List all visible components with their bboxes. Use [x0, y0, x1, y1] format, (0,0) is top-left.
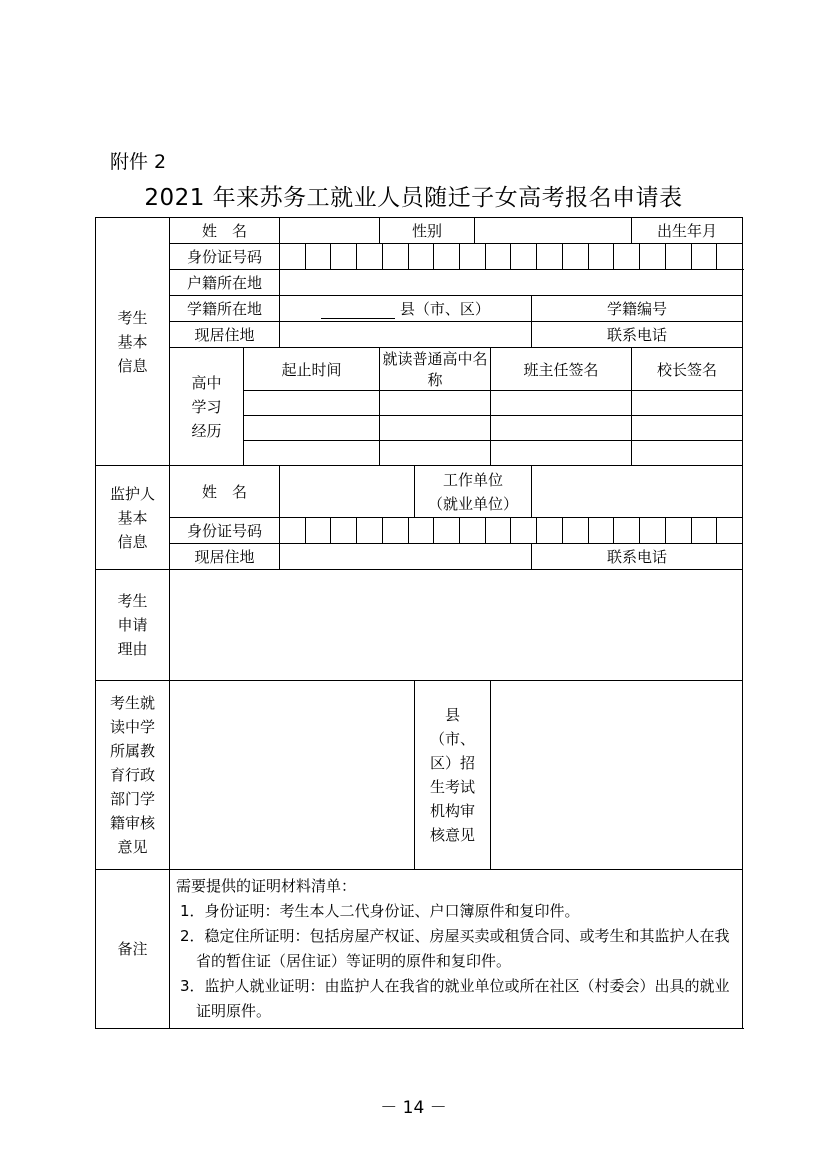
school-review-field[interactable] — [170, 681, 415, 870]
guardian-residence-label: 现居住地 — [170, 544, 280, 570]
history-cell[interactable] — [380, 441, 491, 466]
reason-field[interactable] — [170, 570, 743, 681]
history-cell[interactable] — [632, 441, 743, 466]
student-name-field[interactable] — [280, 218, 380, 244]
remarks-item: 1．身份证明：考生本人二代身份证、户口簿原件和复印件。 — [180, 902, 580, 920]
id-digit-box[interactable] — [382, 244, 408, 269]
id-digit-box[interactable] — [408, 244, 434, 269]
id-digit-box[interactable] — [356, 244, 382, 269]
county-blank[interactable] — [321, 302, 395, 319]
id-digit-box[interactable] — [280, 244, 305, 269]
exam-review-field[interactable] — [491, 681, 743, 870]
history-cell[interactable] — [632, 391, 743, 416]
id-digit-box[interactable] — [665, 244, 691, 269]
id-digit-box[interactable] — [613, 518, 639, 543]
id-digit-box[interactable] — [510, 244, 536, 269]
student-section-label: 考生 基本 信息 — [96, 218, 170, 466]
attachment-label: 附件 2 — [110, 151, 167, 173]
history-cell[interactable] — [491, 441, 632, 466]
student-phone-label: 联系电话 — [532, 322, 743, 348]
history-header-period: 起止时间 — [244, 348, 380, 391]
gender-field[interactable] — [475, 218, 632, 244]
school-reg-label: 学籍所在地 — [170, 296, 280, 322]
form-title: 2021 年来苏务工就业人员随迁子女高考报名申请表 — [144, 185, 683, 211]
page-number: － 14 － — [380, 1098, 447, 1118]
id-digit-box[interactable] — [588, 518, 614, 543]
guardian-section-label: 监护人 基本 信息 — [96, 466, 170, 570]
id-digit-box[interactable] — [356, 518, 382, 543]
guardian-name-field[interactable] — [280, 466, 415, 518]
id-digit-box[interactable] — [382, 518, 408, 543]
id-digit-box[interactable] — [536, 244, 562, 269]
history-cell[interactable] — [380, 416, 491, 441]
guardian-id-boxes[interactable] — [280, 518, 743, 544]
id-digit-box[interactable] — [716, 518, 742, 543]
history-header-teacher: 班主任签名 — [491, 348, 632, 391]
school-reg-no-label: 学籍编号 — [532, 296, 743, 322]
id-digit-box[interactable] — [459, 244, 485, 269]
student-name-label: 姓 名 — [170, 218, 280, 244]
id-digit-box[interactable] — [330, 518, 356, 543]
id-digit-box[interactable] — [639, 518, 665, 543]
history-cell[interactable] — [244, 416, 380, 441]
id-digit-box[interactable] — [408, 518, 434, 543]
history-cell[interactable] — [491, 416, 632, 441]
id-digit-box[interactable] — [665, 518, 691, 543]
guardian-residence-field[interactable] — [280, 544, 532, 570]
id-digit-box[interactable] — [588, 244, 614, 269]
id-digit-box[interactable] — [433, 518, 459, 543]
remarks-item: 3．监护人就业证明：由监护人在我省的就业单位或所在社区（村委会）出具的就业证明原件。 — [180, 977, 730, 1020]
history-cell[interactable] — [491, 391, 632, 416]
birth-label: 出生年月 — [632, 218, 743, 244]
id-digit-box[interactable] — [613, 244, 639, 269]
id-digit-box[interactable] — [562, 244, 588, 269]
student-residence-label: 现居住地 — [170, 322, 280, 348]
id-digit-box[interactable] — [510, 518, 536, 543]
school-reg-field[interactable] — [280, 296, 532, 322]
history-cell[interactable] — [244, 441, 380, 466]
student-id-boxes[interactable] — [280, 244, 743, 270]
hukou-label: 户籍所在地 — [170, 270, 280, 296]
id-digit-box[interactable] — [691, 244, 717, 269]
remarks-item: 2．稳定住所证明：包括房屋产权证、房屋买卖或租赁合同、或考生和其监护人在我省的暂住证（居住证）等证明的原件和复印件。 — [180, 927, 730, 970]
remarks-section-label: 备注 — [96, 870, 170, 1029]
exam-review-label: 县 （市、 区）招 生考试 机构审 核意见 — [415, 681, 491, 870]
id-digit-box[interactable] — [716, 244, 742, 269]
student-residence-field[interactable] — [280, 322, 532, 348]
application-form — [95, 217, 743, 1029]
county-label: 县（市、区） — [399, 300, 490, 318]
school-review-label: 考生就 读中学 所属教 育行政 部门学 籍审核 意见 — [96, 681, 170, 870]
id-digit-box[interactable] — [562, 518, 588, 543]
reason-section-label: 考生 申请 理由 — [96, 570, 170, 681]
id-digit-box[interactable] — [280, 518, 305, 543]
history-header-school: 就读普通高中名称 — [380, 348, 491, 391]
remarks-intro: 需要提供的证明材料清单： — [176, 877, 357, 895]
id-digit-box[interactable] — [485, 518, 511, 543]
employer-field[interactable] — [532, 466, 743, 518]
id-digit-box[interactable] — [305, 244, 331, 269]
history-cell[interactable] — [632, 416, 743, 441]
id-digit-box[interactable] — [330, 244, 356, 269]
id-digit-box[interactable] — [305, 518, 331, 543]
gender-label: 性别 — [380, 218, 475, 244]
remarks-content — [170, 870, 743, 1029]
history-cell[interactable] — [380, 391, 491, 416]
guardian-id-label: 身份证号码 — [170, 518, 280, 544]
hukou-field[interactable] — [280, 270, 743, 296]
id-digit-box[interactable] — [639, 244, 665, 269]
history-header-principal: 校长签名 — [632, 348, 743, 391]
id-digit-box[interactable] — [691, 518, 717, 543]
id-digit-box[interactable] — [459, 518, 485, 543]
history-label: 高中 学习 经历 — [170, 348, 244, 466]
id-digit-box[interactable] — [536, 518, 562, 543]
id-digit-box[interactable] — [485, 244, 511, 269]
student-id-label: 身份证号码 — [170, 244, 280, 270]
id-digit-box[interactable] — [433, 244, 459, 269]
history-cell[interactable] — [244, 391, 380, 416]
guardian-name-label: 姓 名 — [170, 466, 280, 518]
employer-label: 工作单位 （就业单位） — [415, 466, 532, 518]
guardian-phone-label: 联系电话 — [532, 544, 743, 570]
